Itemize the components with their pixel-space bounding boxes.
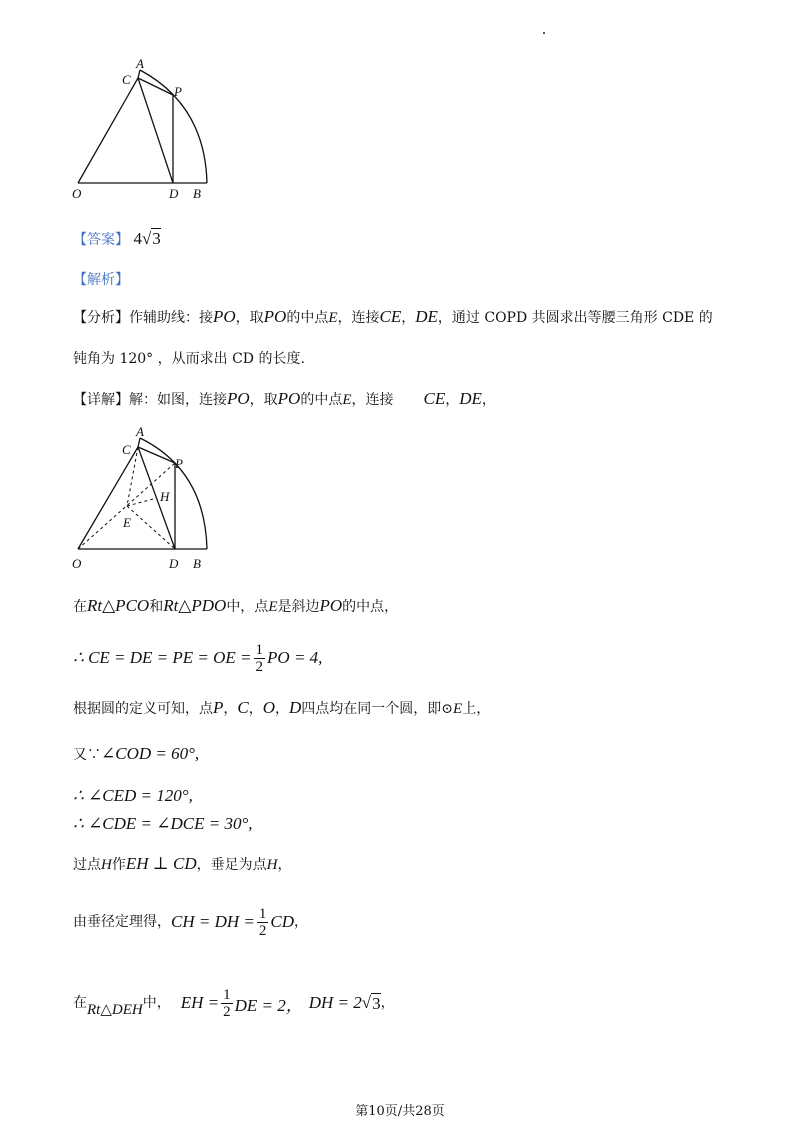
step-math: Rt△PCO bbox=[87, 596, 150, 615]
step-text: 又∵ bbox=[73, 747, 101, 763]
step-text: 在 bbox=[73, 995, 87, 1011]
xiangjie-tag: 【详解】 bbox=[73, 392, 129, 408]
step-math: Rt△DEH bbox=[87, 1001, 143, 1018]
fig2-label-O: O bbox=[72, 556, 82, 571]
fig2-label-B: B bbox=[193, 556, 201, 571]
answer-sqrt-sign: √ bbox=[141, 229, 152, 248]
step-math: H bbox=[266, 857, 278, 873]
fig1-label-O: O bbox=[72, 186, 82, 201]
step-math: E bbox=[268, 599, 278, 615]
corner-dot bbox=[543, 32, 545, 34]
fenxi-line-2: 钝角为 120° ，从而求出 CD 的长度. bbox=[73, 351, 305, 367]
sqrt-sign: √ bbox=[361, 993, 372, 1012]
step-4 bbox=[73, 745, 199, 764]
xiangjie-math: E bbox=[342, 392, 352, 408]
step-math: EH = bbox=[180, 993, 220, 1012]
step-text: 过点 bbox=[73, 857, 101, 873]
fenxi-text: ，连接 bbox=[337, 310, 380, 326]
fraction-half bbox=[254, 642, 266, 675]
answer-tag: 【答案】 bbox=[73, 232, 129, 248]
xiangjie-line bbox=[73, 390, 496, 409]
step-math: ∠COD = 60°, bbox=[101, 744, 200, 763]
step-text: ， bbox=[294, 914, 308, 930]
step-text: 中，点 bbox=[226, 599, 269, 615]
fig2-label-C: C bbox=[122, 442, 131, 457]
step-text: 四点均在同一个圆，即⊙ bbox=[301, 701, 454, 717]
xiangjie-text: 解：如图，连接 bbox=[129, 392, 227, 408]
step-text: 根据圆的定义可知，点 bbox=[73, 701, 213, 717]
xiangjie-text: 的中点 bbox=[300, 392, 343, 408]
xiangjie-text: ， bbox=[445, 392, 460, 408]
step-text: ， bbox=[380, 995, 395, 1011]
step-math: CD bbox=[270, 912, 294, 931]
step-text: 和 bbox=[149, 599, 164, 615]
step-math: Rt△PDO bbox=[163, 596, 227, 615]
fenxi-math: DE bbox=[415, 307, 438, 326]
fraction-half bbox=[257, 906, 269, 939]
fig1-label-C: C bbox=[122, 72, 131, 87]
step-math: E bbox=[453, 701, 463, 717]
fig1-label-A: A bbox=[136, 56, 144, 71]
fenxi-text: 的中点 bbox=[286, 310, 329, 326]
step-math: C bbox=[237, 698, 249, 717]
step-text: 在 bbox=[73, 599, 87, 615]
answer-radicand: 3 bbox=[152, 229, 161, 248]
step-math: DE = 2， bbox=[234, 995, 303, 1015]
xiangjie-text: ， bbox=[481, 392, 496, 408]
fenxi-tag: 【分析】 bbox=[73, 310, 129, 326]
step-text: 由垂径定理得， bbox=[73, 914, 171, 930]
xiangjie-text: ，取 bbox=[249, 392, 278, 408]
step-9 bbox=[73, 983, 395, 1023]
fig1-label-B: B bbox=[193, 186, 201, 201]
step-math: H bbox=[101, 857, 112, 873]
fenxi-math: CE bbox=[379, 307, 402, 326]
step-text: 是斜边 bbox=[277, 599, 320, 615]
step-7 bbox=[73, 855, 291, 874]
step-text: ，垂足为点 bbox=[196, 857, 267, 873]
page-footer: 第10页/共28页 bbox=[355, 1104, 445, 1119]
step-math: EH ⊥ CD bbox=[125, 854, 197, 873]
fenxi-math: PO bbox=[263, 307, 287, 326]
fraction-denominator: 2 bbox=[255, 658, 264, 675]
step-math: PO = 4, bbox=[267, 648, 323, 667]
step-3 bbox=[73, 699, 490, 718]
fenxi-line-1 bbox=[73, 308, 713, 327]
step-text: 作 bbox=[111, 857, 126, 873]
fenxi-text: ，通过 COPD 共圆求出等腰三角形 CDE 的 bbox=[437, 310, 713, 326]
xiangjie-math: CE bbox=[423, 389, 446, 408]
fig2-label-A: A bbox=[136, 425, 144, 439]
fraction-denominator: 2 bbox=[223, 1003, 231, 1020]
step-text: ， bbox=[277, 857, 292, 873]
step-math: P bbox=[213, 698, 224, 717]
step-math: D bbox=[289, 698, 302, 717]
fig1-label-D: D bbox=[169, 186, 179, 201]
step-5: ∴ ∠CED = 120°, bbox=[73, 786, 193, 805]
step-math: O bbox=[262, 698, 276, 717]
step-text: ， bbox=[275, 701, 290, 717]
analysis-tag: 【解析】 bbox=[73, 272, 129, 288]
step-math: PO bbox=[319, 596, 343, 615]
fig1-label-P: P bbox=[174, 84, 182, 99]
fraction-numerator: 1 bbox=[255, 641, 264, 658]
fenxi-text: ，取 bbox=[235, 310, 264, 326]
step-8 bbox=[73, 902, 308, 942]
step-1 bbox=[73, 597, 398, 616]
step-text: ， bbox=[223, 701, 238, 717]
step-text: 中， bbox=[142, 995, 171, 1011]
fenxi-text: ， bbox=[401, 310, 416, 326]
xiangjie-math: PO bbox=[227, 389, 250, 408]
fraction-denominator: 2 bbox=[258, 922, 267, 939]
fenxi-math: PO bbox=[213, 307, 236, 326]
step-text: ， bbox=[248, 701, 263, 717]
figure-2-diagram bbox=[65, 425, 225, 575]
answer-coef: 4 bbox=[133, 229, 142, 248]
step-2 bbox=[73, 638, 322, 678]
step-math: CH = DH = bbox=[171, 912, 255, 931]
step-math: DH = 2 bbox=[308, 993, 362, 1012]
fig2-label-H: H bbox=[160, 489, 170, 504]
fraction-numerator: 1 bbox=[258, 905, 267, 922]
step-text: 的中点， bbox=[342, 599, 399, 615]
fraction-half bbox=[221, 987, 233, 1020]
step-text: 上， bbox=[462, 701, 491, 717]
fraction-numerator: 1 bbox=[223, 986, 231, 1003]
sqrt-radicand: 3 bbox=[372, 993, 381, 1013]
answer-line bbox=[73, 230, 161, 249]
fenxi-text: 作辅助线：接 bbox=[129, 310, 213, 326]
fenxi-math: E bbox=[328, 310, 338, 326]
step-math: ∴ CE = DE = PE = OE = bbox=[73, 648, 252, 667]
fig2-label-P: P bbox=[175, 456, 183, 471]
figure-1-diagram bbox=[65, 55, 225, 205]
step-6: ∴ ∠CDE = ∠DCE = 30°, bbox=[73, 814, 253, 833]
fig2-label-E: E bbox=[123, 515, 131, 530]
xiangjie-text: ，连接 bbox=[351, 392, 394, 408]
xiangjie-math: PO bbox=[277, 389, 301, 408]
xiangjie-math: DE bbox=[459, 389, 482, 408]
fig2-label-D: D bbox=[169, 556, 179, 571]
